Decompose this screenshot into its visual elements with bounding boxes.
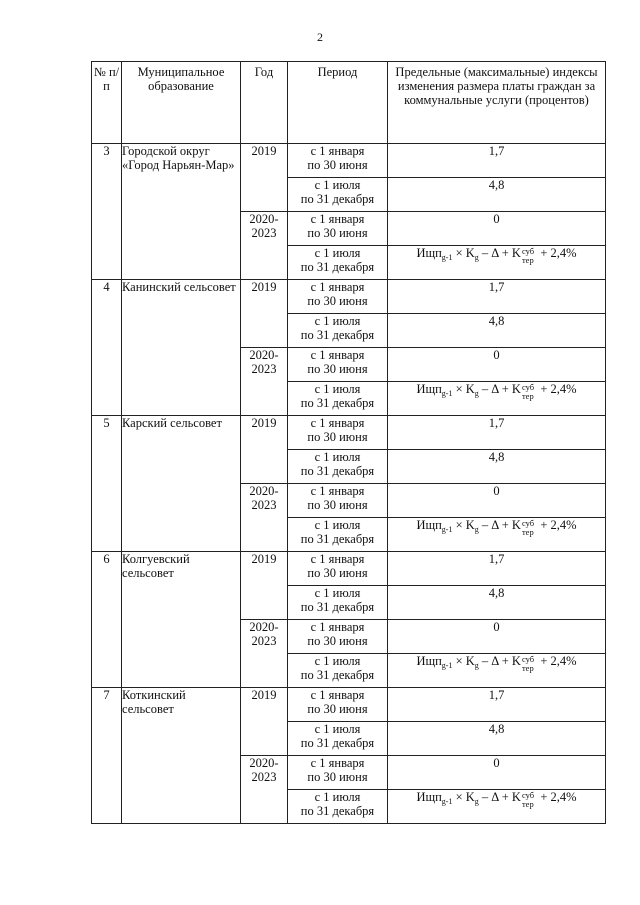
period-jul bbox=[288, 586, 388, 620]
municipality-name: Городской округ «Город Нарьян-Мар» bbox=[122, 144, 241, 280]
period-jul bbox=[288, 790, 388, 824]
period-jan bbox=[288, 552, 388, 586]
index-value: 0 bbox=[388, 484, 606, 518]
table-row bbox=[92, 688, 606, 722]
period-jul bbox=[288, 314, 388, 348]
year-cell: 2020-2023 bbox=[241, 484, 288, 552]
table-row bbox=[92, 416, 606, 450]
index-value: 0 bbox=[388, 212, 606, 246]
index-value: 1,7 bbox=[388, 552, 606, 586]
index-formula: $Ищп_{g-1} \times K_g - \Delta + K$ суб тер + 2,4% bbox=[388, 382, 606, 416]
table-row bbox=[92, 280, 606, 314]
period-from: с 1 июля bbox=[314, 790, 361, 804]
period-jul bbox=[288, 178, 388, 212]
period-jan bbox=[288, 348, 388, 382]
period-to: по 30 июня bbox=[307, 362, 368, 376]
period-to: по 31 декабря bbox=[300, 804, 375, 818]
period-jan bbox=[288, 484, 388, 518]
index-formula: $Ищп_{g-1} \times K_g - \Delta + K$ суб тер + 2,4% bbox=[388, 790, 606, 824]
period-from: с 1 января bbox=[310, 280, 365, 294]
period-jan bbox=[288, 620, 388, 654]
period-from: с 1 января bbox=[310, 688, 365, 702]
period-jan bbox=[288, 756, 388, 790]
period-jul bbox=[288, 654, 388, 688]
period-to: по 31 декабря bbox=[300, 600, 375, 614]
period-to: по 31 декабря bbox=[300, 328, 375, 342]
row-number: 6 bbox=[92, 552, 122, 688]
period-from: с 1 января bbox=[310, 348, 365, 362]
period-from: с 1 июля bbox=[314, 518, 361, 532]
period-to: по 30 июня bbox=[307, 498, 368, 512]
period-to: по 31 декабря bbox=[300, 668, 375, 682]
municipality-name: Коткинский сельсовет bbox=[122, 688, 241, 824]
period-from: с 1 июля bbox=[314, 654, 361, 668]
period-from: с 1 июля bbox=[314, 246, 361, 260]
table-body bbox=[92, 144, 606, 824]
period-to: по 30 июня bbox=[307, 158, 368, 172]
period-to: по 31 декабря bbox=[300, 532, 375, 546]
period-from: с 1 января bbox=[310, 484, 365, 498]
period-from: с 1 июля bbox=[314, 722, 361, 736]
period-jul bbox=[288, 722, 388, 756]
period-from: с 1 июля bbox=[314, 178, 361, 192]
index-formula: $Ищп_{g-1} \times K_g - \Delta + K$ суб тер + 2,4% bbox=[388, 246, 606, 280]
row-number: 7 bbox=[92, 688, 122, 824]
index-value: 4,8 bbox=[388, 314, 606, 348]
header-num: № п/п bbox=[92, 62, 122, 144]
year-cell: 2019 bbox=[241, 552, 288, 620]
period-to: по 31 декабря bbox=[300, 464, 375, 478]
index-formula: $Ищп_{g-1} \times K_g - \Delta + K$ суб тер + 2,4% bbox=[388, 654, 606, 688]
index-value: 1,7 bbox=[388, 416, 606, 450]
period-to: по 31 декабря bbox=[300, 736, 375, 750]
period-jan bbox=[288, 212, 388, 246]
row-number: 4 bbox=[92, 280, 122, 416]
period-to: по 30 июня bbox=[307, 566, 368, 580]
period-from: с 1 января bbox=[310, 756, 365, 770]
period-from: с 1 января bbox=[310, 552, 365, 566]
period-from: с 1 января bbox=[310, 620, 365, 634]
index-formula: $Ищп_{g-1} \times K_g - \Delta + K$ суб тер + 2,4% bbox=[388, 518, 606, 552]
row-number: 5 bbox=[92, 416, 122, 552]
row-number: 3 bbox=[92, 144, 122, 280]
period-from: с 1 июля bbox=[314, 314, 361, 328]
index-value: 1,7 bbox=[388, 280, 606, 314]
period-to: по 30 июня bbox=[307, 294, 368, 308]
municipality-name: Карский сельсовет bbox=[122, 416, 241, 552]
period-to: по 30 июня bbox=[307, 430, 368, 444]
period-from: с 1 июля bbox=[314, 382, 361, 396]
period-jul bbox=[288, 518, 388, 552]
period-from: с 1 января bbox=[310, 144, 365, 158]
period-to: по 31 декабря bbox=[300, 192, 375, 206]
year-cell: 2020-2023 bbox=[241, 620, 288, 688]
period-to: по 30 июня bbox=[307, 226, 368, 240]
header-row bbox=[92, 62, 606, 144]
index-value: 4,8 bbox=[388, 178, 606, 212]
year-cell: 2019 bbox=[241, 144, 288, 212]
period-from: с 1 января bbox=[310, 416, 365, 430]
period-jul bbox=[288, 246, 388, 280]
year-cell: 2019 bbox=[241, 280, 288, 348]
year-cell: 2019 bbox=[241, 416, 288, 484]
period-to: по 30 июня bbox=[307, 702, 368, 716]
page-number: 2 bbox=[317, 30, 323, 44]
header-period: Период bbox=[288, 62, 388, 144]
table-row bbox=[92, 144, 606, 178]
municipality-name: Канинский сельсовет bbox=[122, 280, 241, 416]
year-cell: 2020-2023 bbox=[241, 212, 288, 280]
period-jul bbox=[288, 450, 388, 484]
index-value: 4,8 bbox=[388, 586, 606, 620]
period-from: с 1 января bbox=[310, 212, 365, 226]
header-index: Предельные (максимальные) индексы изменения размера платы граждан за коммунальные услуги (процентов) bbox=[388, 62, 606, 144]
index-value: 0 bbox=[388, 756, 606, 790]
tariff-index-table bbox=[91, 61, 606, 824]
municipality-name: Колгуевский сельсовет bbox=[122, 552, 241, 688]
period-to: по 31 декабря bbox=[300, 396, 375, 410]
header-municipality: Муниципальное образование bbox=[122, 62, 241, 144]
year-cell: 2019 bbox=[241, 688, 288, 756]
period-to: по 31 декабря bbox=[300, 260, 375, 274]
year-cell: 2020-2023 bbox=[241, 756, 288, 824]
period-jan bbox=[288, 416, 388, 450]
table-row bbox=[92, 552, 606, 586]
period-jan bbox=[288, 280, 388, 314]
index-value: 1,7 bbox=[388, 688, 606, 722]
period-jan bbox=[288, 144, 388, 178]
period-from: с 1 июля bbox=[314, 450, 361, 464]
index-value: 4,8 bbox=[388, 450, 606, 484]
period-from: с 1 июля bbox=[314, 586, 361, 600]
header-year: Год bbox=[241, 62, 288, 144]
year-cell: 2020-2023 bbox=[241, 348, 288, 416]
period-to: по 30 июня bbox=[307, 770, 368, 784]
index-value: 0 bbox=[388, 620, 606, 654]
period-jul bbox=[288, 382, 388, 416]
index-value: 4,8 bbox=[388, 722, 606, 756]
index-value: 1,7 bbox=[388, 144, 606, 178]
index-value: 0 bbox=[388, 348, 606, 382]
period-jan bbox=[288, 688, 388, 722]
period-to: по 30 июня bbox=[307, 634, 368, 648]
